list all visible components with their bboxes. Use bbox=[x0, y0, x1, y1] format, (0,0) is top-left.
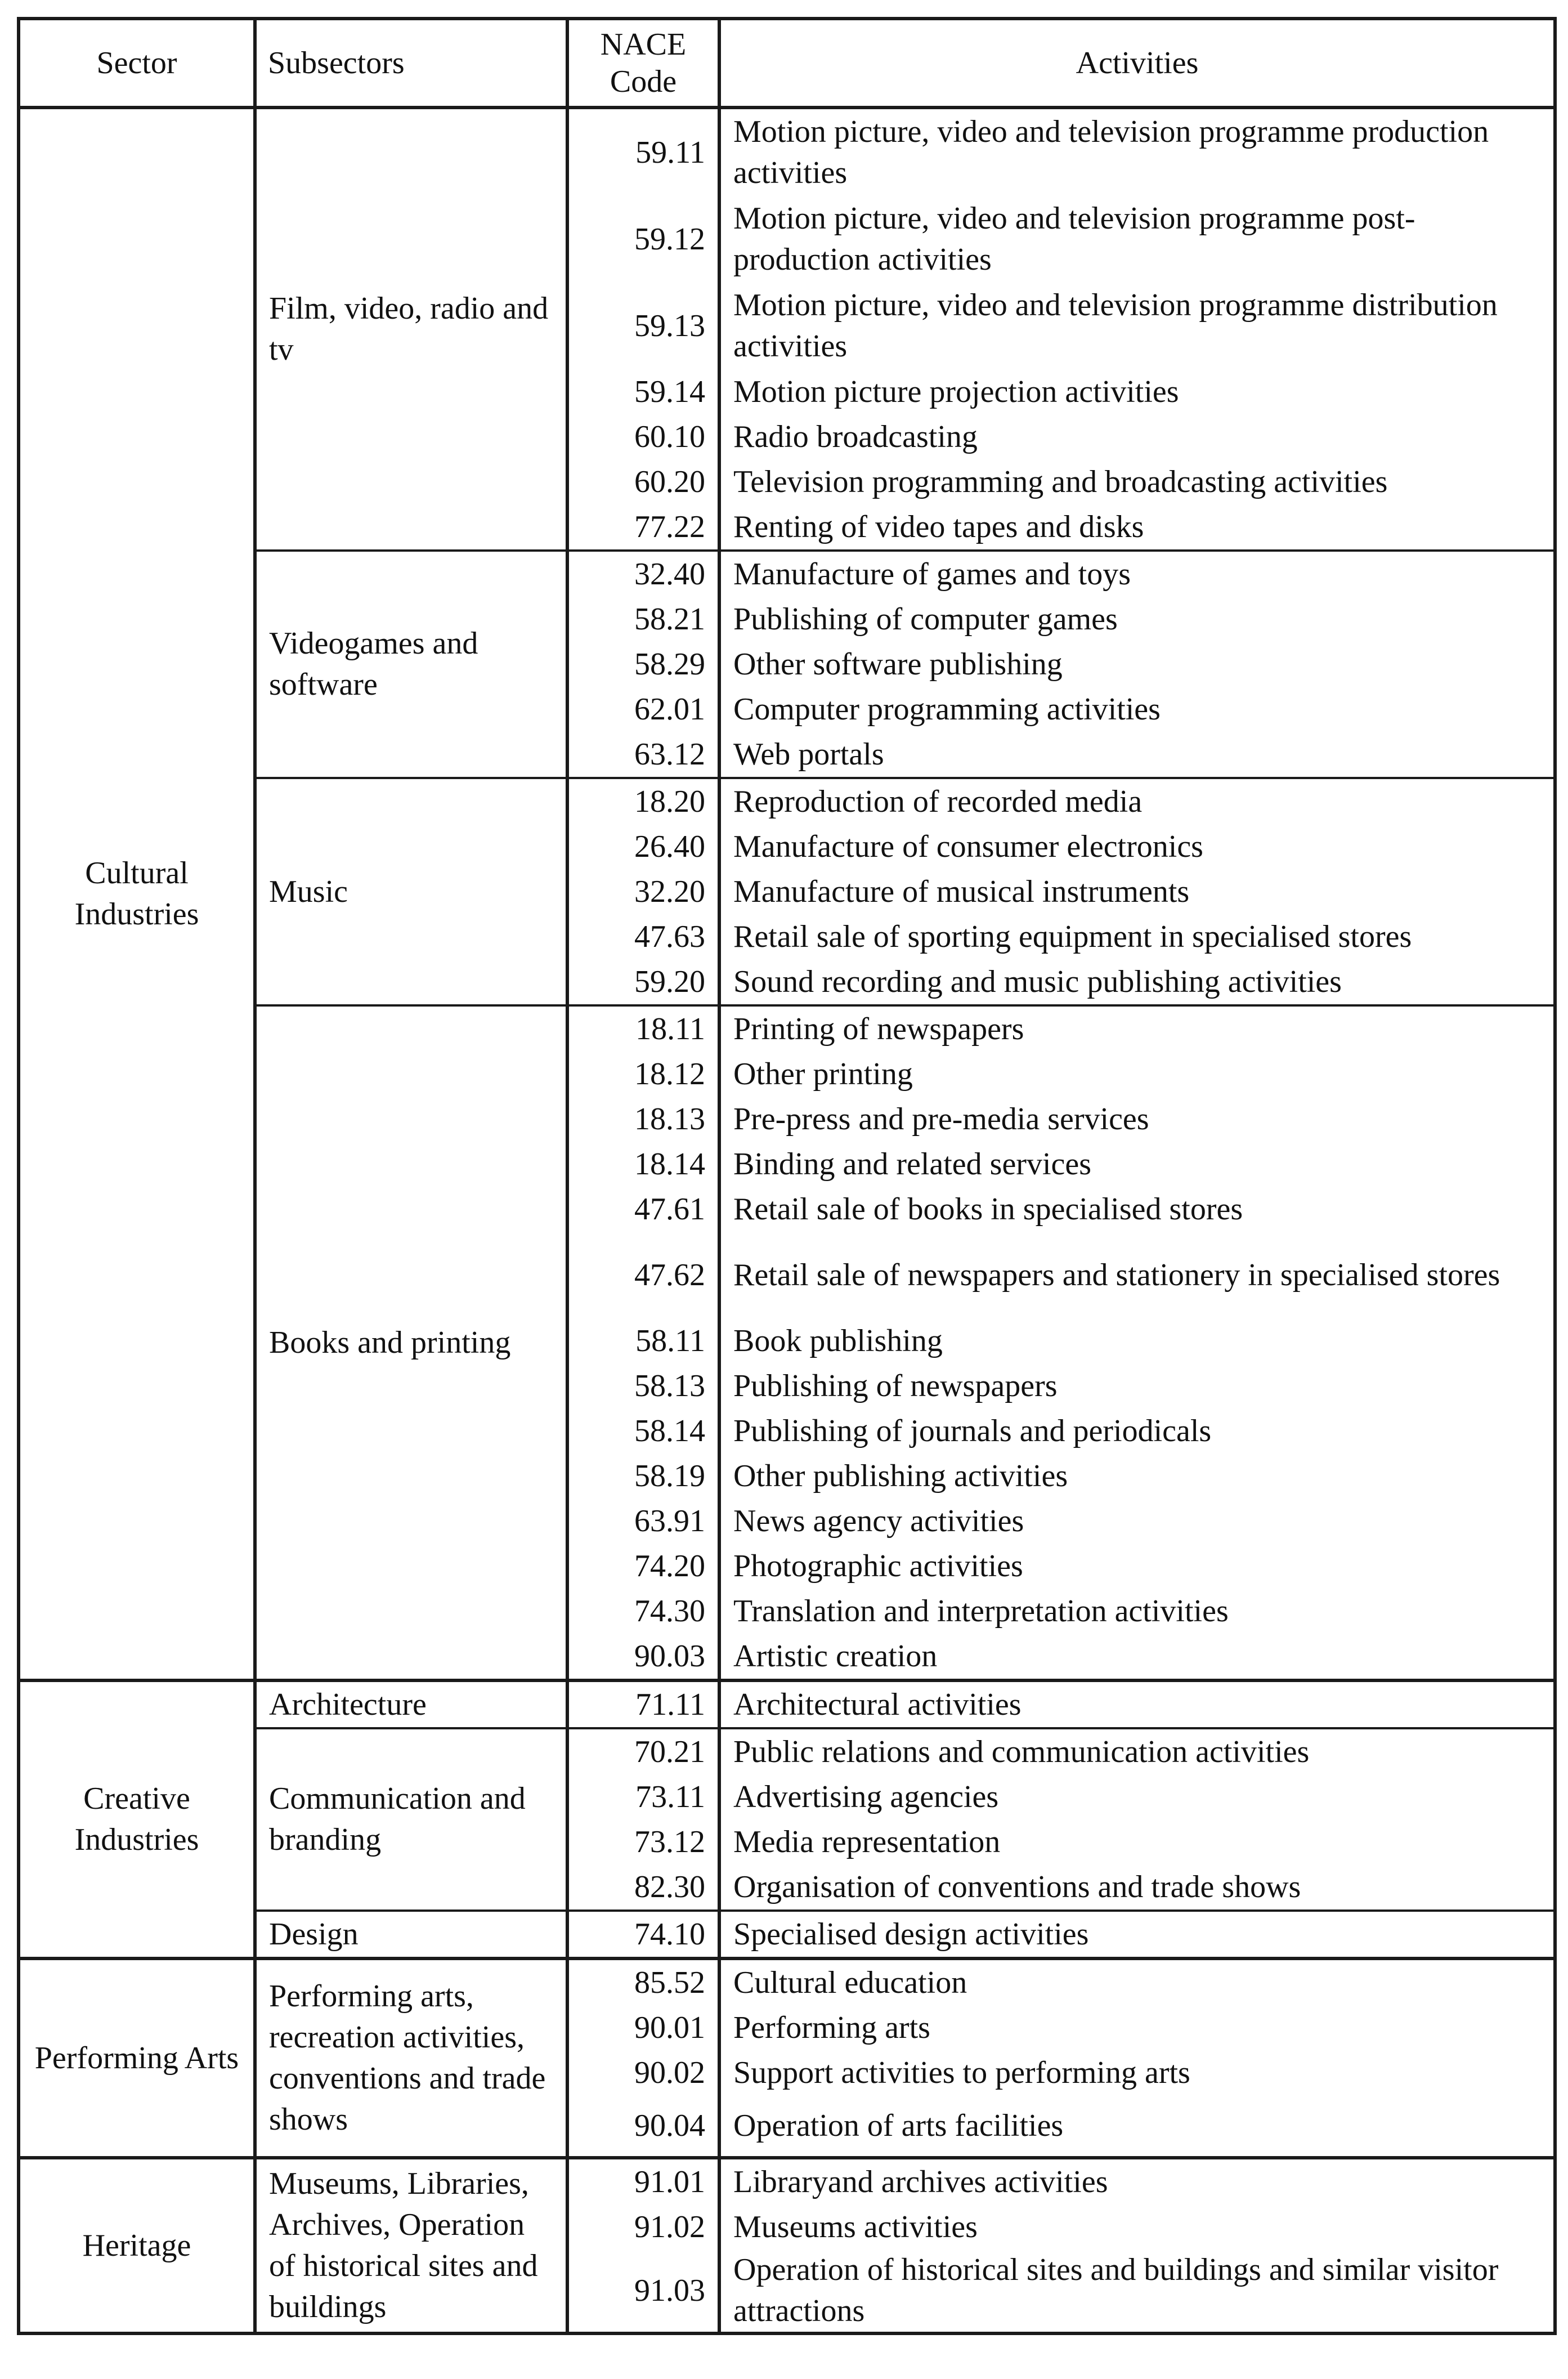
header-row bbox=[19, 19, 1555, 108]
nace-code-cell: 18.20 bbox=[567, 778, 719, 824]
nace-code-cell: 90.02 bbox=[567, 2050, 719, 2095]
activity-cell: Reproduction of recorded media bbox=[719, 778, 1555, 824]
activity-cell: Operation of arts facilities bbox=[719, 2095, 1555, 2158]
table-body bbox=[19, 108, 1555, 2333]
activity-cell: Binding and related services bbox=[719, 1142, 1555, 1187]
nace-code-cell: 70.21 bbox=[567, 1728, 719, 1774]
activity-cell: Operation of historical sites and buildings and similar visitor attractions bbox=[719, 2250, 1555, 2333]
nace-code-cell: 58.21 bbox=[567, 597, 719, 642]
sector-cell: Performing Arts bbox=[19, 1958, 255, 2158]
activity-cell: Printing of newspapers bbox=[719, 1005, 1555, 1052]
activity-cell: Retail sale of sporting equipment in specialised stores bbox=[719, 914, 1555, 959]
header-activities: Activities bbox=[719, 19, 1555, 108]
activity-cell: Publishing of journals and periodicals bbox=[719, 1408, 1555, 1454]
nace-code-cell: 58.29 bbox=[567, 642, 719, 687]
activity-cell: Retail sale of books in specialised stores bbox=[719, 1187, 1555, 1232]
subsector-cell: Communication and branding bbox=[255, 1728, 567, 1911]
activity-cell: Manufacture of musical instruments bbox=[719, 869, 1555, 914]
nace-code-cell: 91.02 bbox=[567, 2204, 719, 2250]
activity-cell: Book publishing bbox=[719, 1318, 1555, 1363]
nace-code-cell: 59.20 bbox=[567, 959, 719, 1005]
nace-code-cell: 18.12 bbox=[567, 1052, 719, 1097]
activity-cell: Other printing bbox=[719, 1052, 1555, 1097]
table-row bbox=[19, 1958, 1555, 2005]
nace-code-cell: 90.04 bbox=[567, 2095, 719, 2158]
activity-cell: Motion picture, video and television programme distribution activities bbox=[719, 283, 1555, 369]
nace-code-cell: 63.91 bbox=[567, 1499, 719, 1544]
activity-cell: Cultural education bbox=[719, 1958, 1555, 2005]
nace-table-container bbox=[17, 17, 1553, 2335]
activity-cell: Computer programming activities bbox=[719, 687, 1555, 732]
activity-cell: Pre-press and pre-media services bbox=[719, 1097, 1555, 1142]
nace-code-cell: 32.20 bbox=[567, 869, 719, 914]
table-row bbox=[19, 108, 1555, 196]
activity-cell: Translation and interpretation activities bbox=[719, 1589, 1555, 1634]
nace-code-cell: 58.14 bbox=[567, 1408, 719, 1454]
header-subsectors: Subsectors bbox=[255, 19, 567, 108]
nace-code-cell: 26.40 bbox=[567, 824, 719, 869]
nace-code-cell: 73.12 bbox=[567, 1819, 719, 1864]
activity-cell: Specialised design activities bbox=[719, 1911, 1555, 1958]
nace-code-cell: 90.01 bbox=[567, 2005, 719, 2050]
nace-code-cell: 74.30 bbox=[567, 1589, 719, 1634]
activity-cell: Motion picture projection activities bbox=[719, 369, 1555, 414]
nace-code-cell: 59.11 bbox=[567, 108, 719, 196]
table-row bbox=[19, 2158, 1555, 2204]
subsector-cell: Architecture bbox=[255, 1680, 567, 1728]
activity-cell: Photographic activities bbox=[719, 1544, 1555, 1589]
subsector-cell: Books and printing bbox=[255, 1005, 567, 1680]
activity-cell: Manufacture of consumer electronics bbox=[719, 824, 1555, 869]
activity-cell: Motion picture, video and television programme post-production activities bbox=[719, 196, 1555, 283]
activity-cell: Other software publishing bbox=[719, 642, 1555, 687]
header-sector: Sector bbox=[19, 19, 255, 108]
activity-cell: Support activities to performing arts bbox=[719, 2050, 1555, 2095]
nace-code-cell: 62.01 bbox=[567, 687, 719, 732]
subsector-cell: Design bbox=[255, 1911, 567, 1958]
nace-code-cell: 60.10 bbox=[567, 414, 719, 459]
nace-code-cell: 59.14 bbox=[567, 369, 719, 414]
activity-cell: Publishing of computer games bbox=[719, 597, 1555, 642]
table-row bbox=[19, 1680, 1555, 1728]
subsector-cell: Performing arts, recreation activities, conventions and trade shows bbox=[255, 1958, 567, 2158]
nace-code-cell: 91.01 bbox=[567, 2158, 719, 2204]
nace-code-cell: 82.30 bbox=[567, 1864, 719, 1911]
sector-cell: Heritage bbox=[19, 2158, 255, 2333]
nace-code-cell: 60.20 bbox=[567, 459, 719, 504]
nace-code-cell: 18.11 bbox=[567, 1005, 719, 1052]
activity-cell: Organisation of conventions and trade shows bbox=[719, 1864, 1555, 1911]
activity-cell: Libraryand archives activities bbox=[719, 2158, 1555, 2204]
nace-code-cell: 58.11 bbox=[567, 1318, 719, 1363]
activity-cell: Advertising agencies bbox=[719, 1774, 1555, 1819]
activity-cell: Artistic creation bbox=[719, 1634, 1555, 1680]
activity-cell: Performing arts bbox=[719, 2005, 1555, 2050]
subsector-cell: Film, video, radio and tv bbox=[255, 108, 567, 551]
nace-code-cell: 58.13 bbox=[567, 1363, 719, 1408]
nace-code-cell: 32.40 bbox=[567, 551, 719, 597]
sector-cell: Cultural Industries bbox=[19, 108, 255, 1680]
nace-code-cell: 73.11 bbox=[567, 1774, 719, 1819]
nace-code-cell: 18.13 bbox=[567, 1097, 719, 1142]
activity-cell: Radio broadcasting bbox=[719, 414, 1555, 459]
sector-cell: Creative Industries bbox=[19, 1680, 255, 1958]
activity-cell: Museums activities bbox=[719, 2204, 1555, 2250]
nace-code-cell: 74.20 bbox=[567, 1544, 719, 1589]
nace-code-cell: 77.22 bbox=[567, 504, 719, 551]
nace-code-cell: 47.62 bbox=[567, 1232, 719, 1318]
activity-cell: Retail sale of newspapers and stationery in specialised stores bbox=[719, 1232, 1555, 1318]
activity-cell: Media representation bbox=[719, 1819, 1555, 1864]
nace-code-cell: 71.11 bbox=[567, 1680, 719, 1728]
activity-cell: Architectural activities bbox=[719, 1680, 1555, 1728]
activity-cell: Web portals bbox=[719, 732, 1555, 778]
activity-cell: News agency activities bbox=[719, 1499, 1555, 1544]
subsector-cell: Museums, Libraries, Archives, Operation of historical sites and buildings bbox=[255, 2158, 567, 2333]
nace-code-cell: 18.14 bbox=[567, 1142, 719, 1187]
activity-cell: Television programming and broadcasting activities bbox=[719, 459, 1555, 504]
activity-cell: Publishing of newspapers bbox=[719, 1363, 1555, 1408]
nace-code-cell: 85.52 bbox=[567, 1958, 719, 2005]
activity-cell: Renting of video tapes and disks bbox=[719, 504, 1555, 551]
activity-cell: Motion picture, video and television programme production activities bbox=[719, 108, 1555, 196]
nace-code-cell: 47.61 bbox=[567, 1187, 719, 1232]
nace-code-cell: 59.12 bbox=[567, 196, 719, 283]
activity-cell: Other publishing activities bbox=[719, 1454, 1555, 1499]
subsector-cell: Videogames and software bbox=[255, 551, 567, 778]
nace-code-cell: 59.13 bbox=[567, 283, 719, 369]
header-nace-code: NACE Code bbox=[567, 19, 719, 108]
nace-code-cell: 74.10 bbox=[567, 1911, 719, 1958]
activity-cell: Public relations and communication activities bbox=[719, 1728, 1555, 1774]
nace-code-cell: 91.03 bbox=[567, 2250, 719, 2333]
nace-code-cell: 47.63 bbox=[567, 914, 719, 959]
nace-code-cell: 58.19 bbox=[567, 1454, 719, 1499]
activity-cell: Manufacture of games and toys bbox=[719, 551, 1555, 597]
nace-classification-table bbox=[17, 17, 1557, 2335]
subsector-cell: Music bbox=[255, 778, 567, 1005]
nace-code-cell: 90.03 bbox=[567, 1634, 719, 1680]
nace-code-cell: 63.12 bbox=[567, 732, 719, 778]
activity-cell: Sound recording and music publishing activities bbox=[719, 959, 1555, 1005]
